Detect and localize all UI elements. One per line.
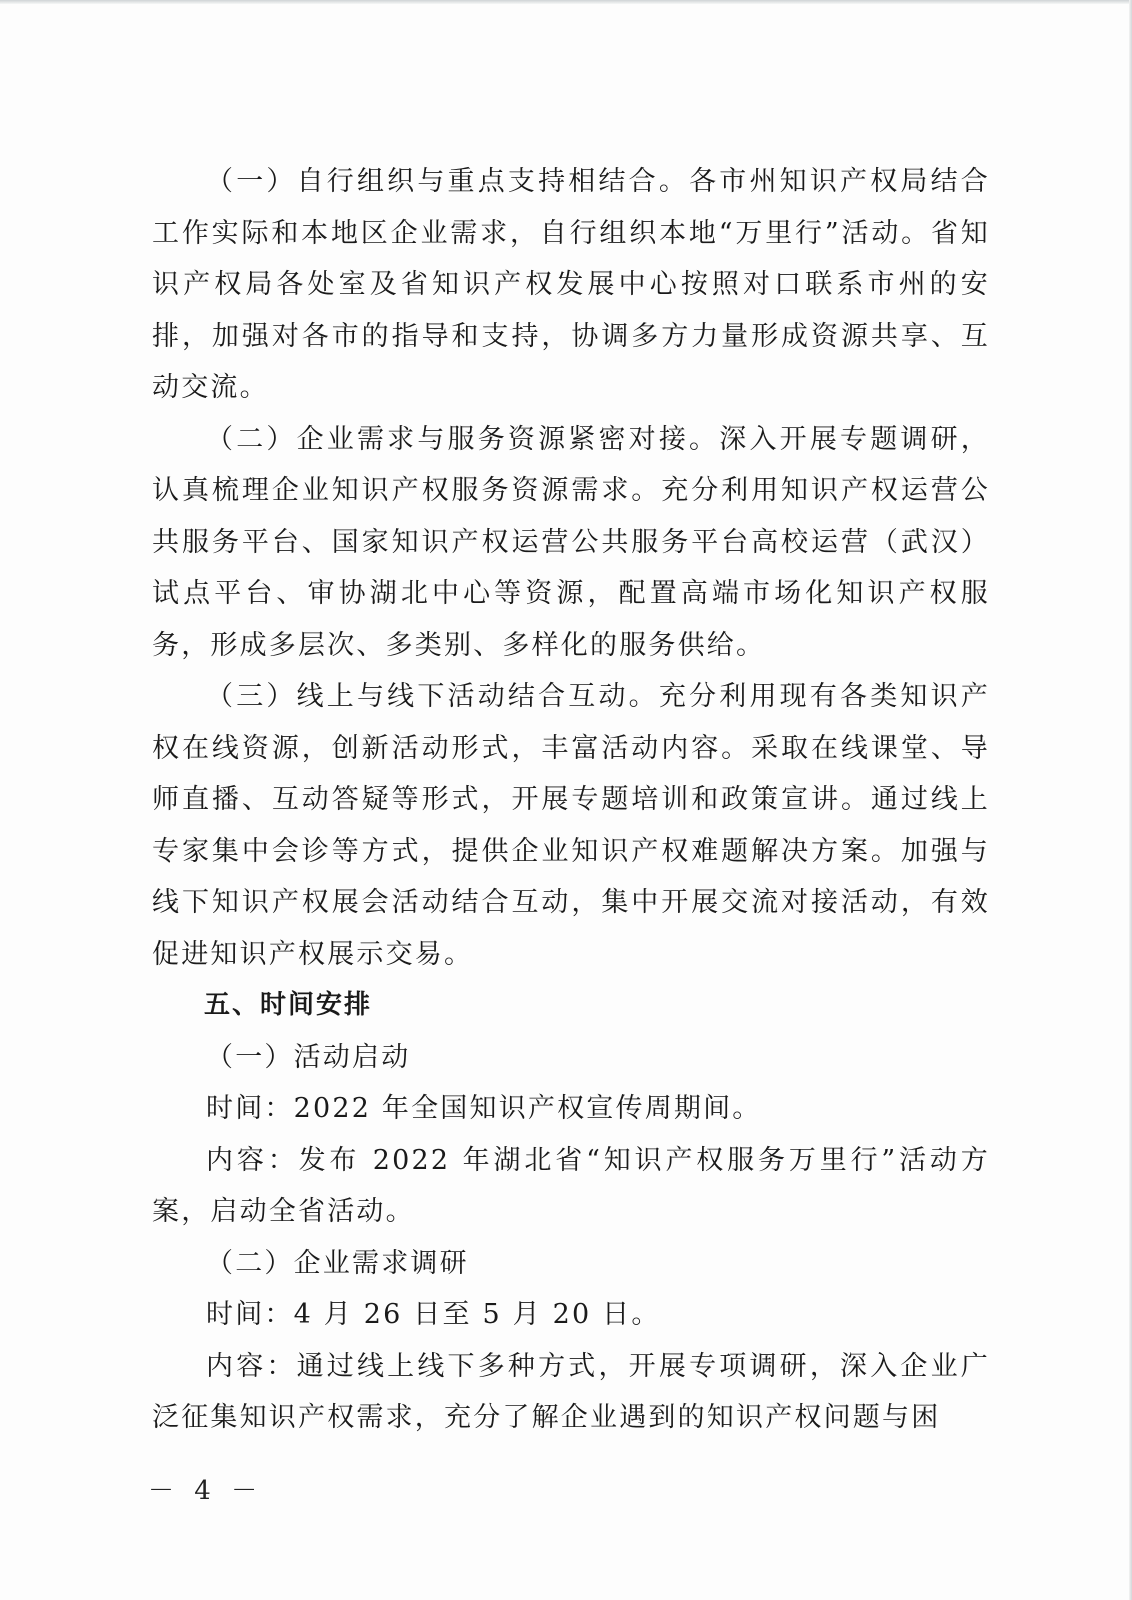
paragraph-body: 深入开展专题调研，认真梳理企业知识产权服务资源需求。充分利用知识产权运营公共服务平台、国家知识产权运营公共服务平台高校运营（武汉）试点平台、审协湖北中心等资源，配置高端市场化知识产权服务，形成多层次、多类别、多样化的服务供给。 [152,423,990,661]
paragraph-body: 充分利用现有各类知识产权在线资源，创新活动形式，丰富活动内容。采取在线课堂、导师直播、互动答疑等形式，开展专题培训和政策宣讲。通过线上专家集中会诊等方式，提供企业知识产权难题解决方案。加强与线下知识产权展会活动结合互动，集中开展交流对接活动，有效促进知识产权展示交易。 [152,681,991,970]
stage-1-title: （一）活动启动 [206,1041,411,1073]
paragraph-lead: （二）企业需求与服务资源紧密对接。 [206,423,720,455]
stage-2-title: （二）企业需求调研 [206,1247,469,1279]
document-body [152,156,990,1444]
paragraph-item-3 [152,671,990,980]
paragraph-lead: （一）自行组织与重点支持相结合。 [206,166,690,197]
stage-2-content: 内容：通过线上线下多种方式，开展专项调研，深入企业广泛征集知识产权需求，充分了解企业遇到的知识产权问题与困 [152,1350,990,1433]
paragraph-lead: （三）线上与线下活动结合互动。 [206,681,659,712]
paragraph-body: 各市州知识产权局结合工作实际和本地区企业需求，自行组织本地“万里行”活动。省知识产权局各处室及省知识产权发展中心按照对口联系市州的安排，加强对各市的指导和支持，协调多方力量形成资源共享、互动交流。 [152,166,991,403]
section-heading: 五、时间安排 [204,990,373,1020]
scan-edge-top [0,0,1132,4]
stage-1-content: 内容：发布 2022 年湖北省“知识产权服务万里行”活动方案，启动全省活动。 [152,1144,990,1227]
paragraph-item-2 [152,414,990,672]
stage-1-time: 时间：2022 年全国知识产权宣传周期间。 [206,1093,762,1124]
page-number: － 4 － [148,1476,264,1506]
stage-2-time: 时间：4 月 26 日至 5 月 20 日。 [206,1299,661,1330]
paragraph-item-1 [152,156,990,414]
